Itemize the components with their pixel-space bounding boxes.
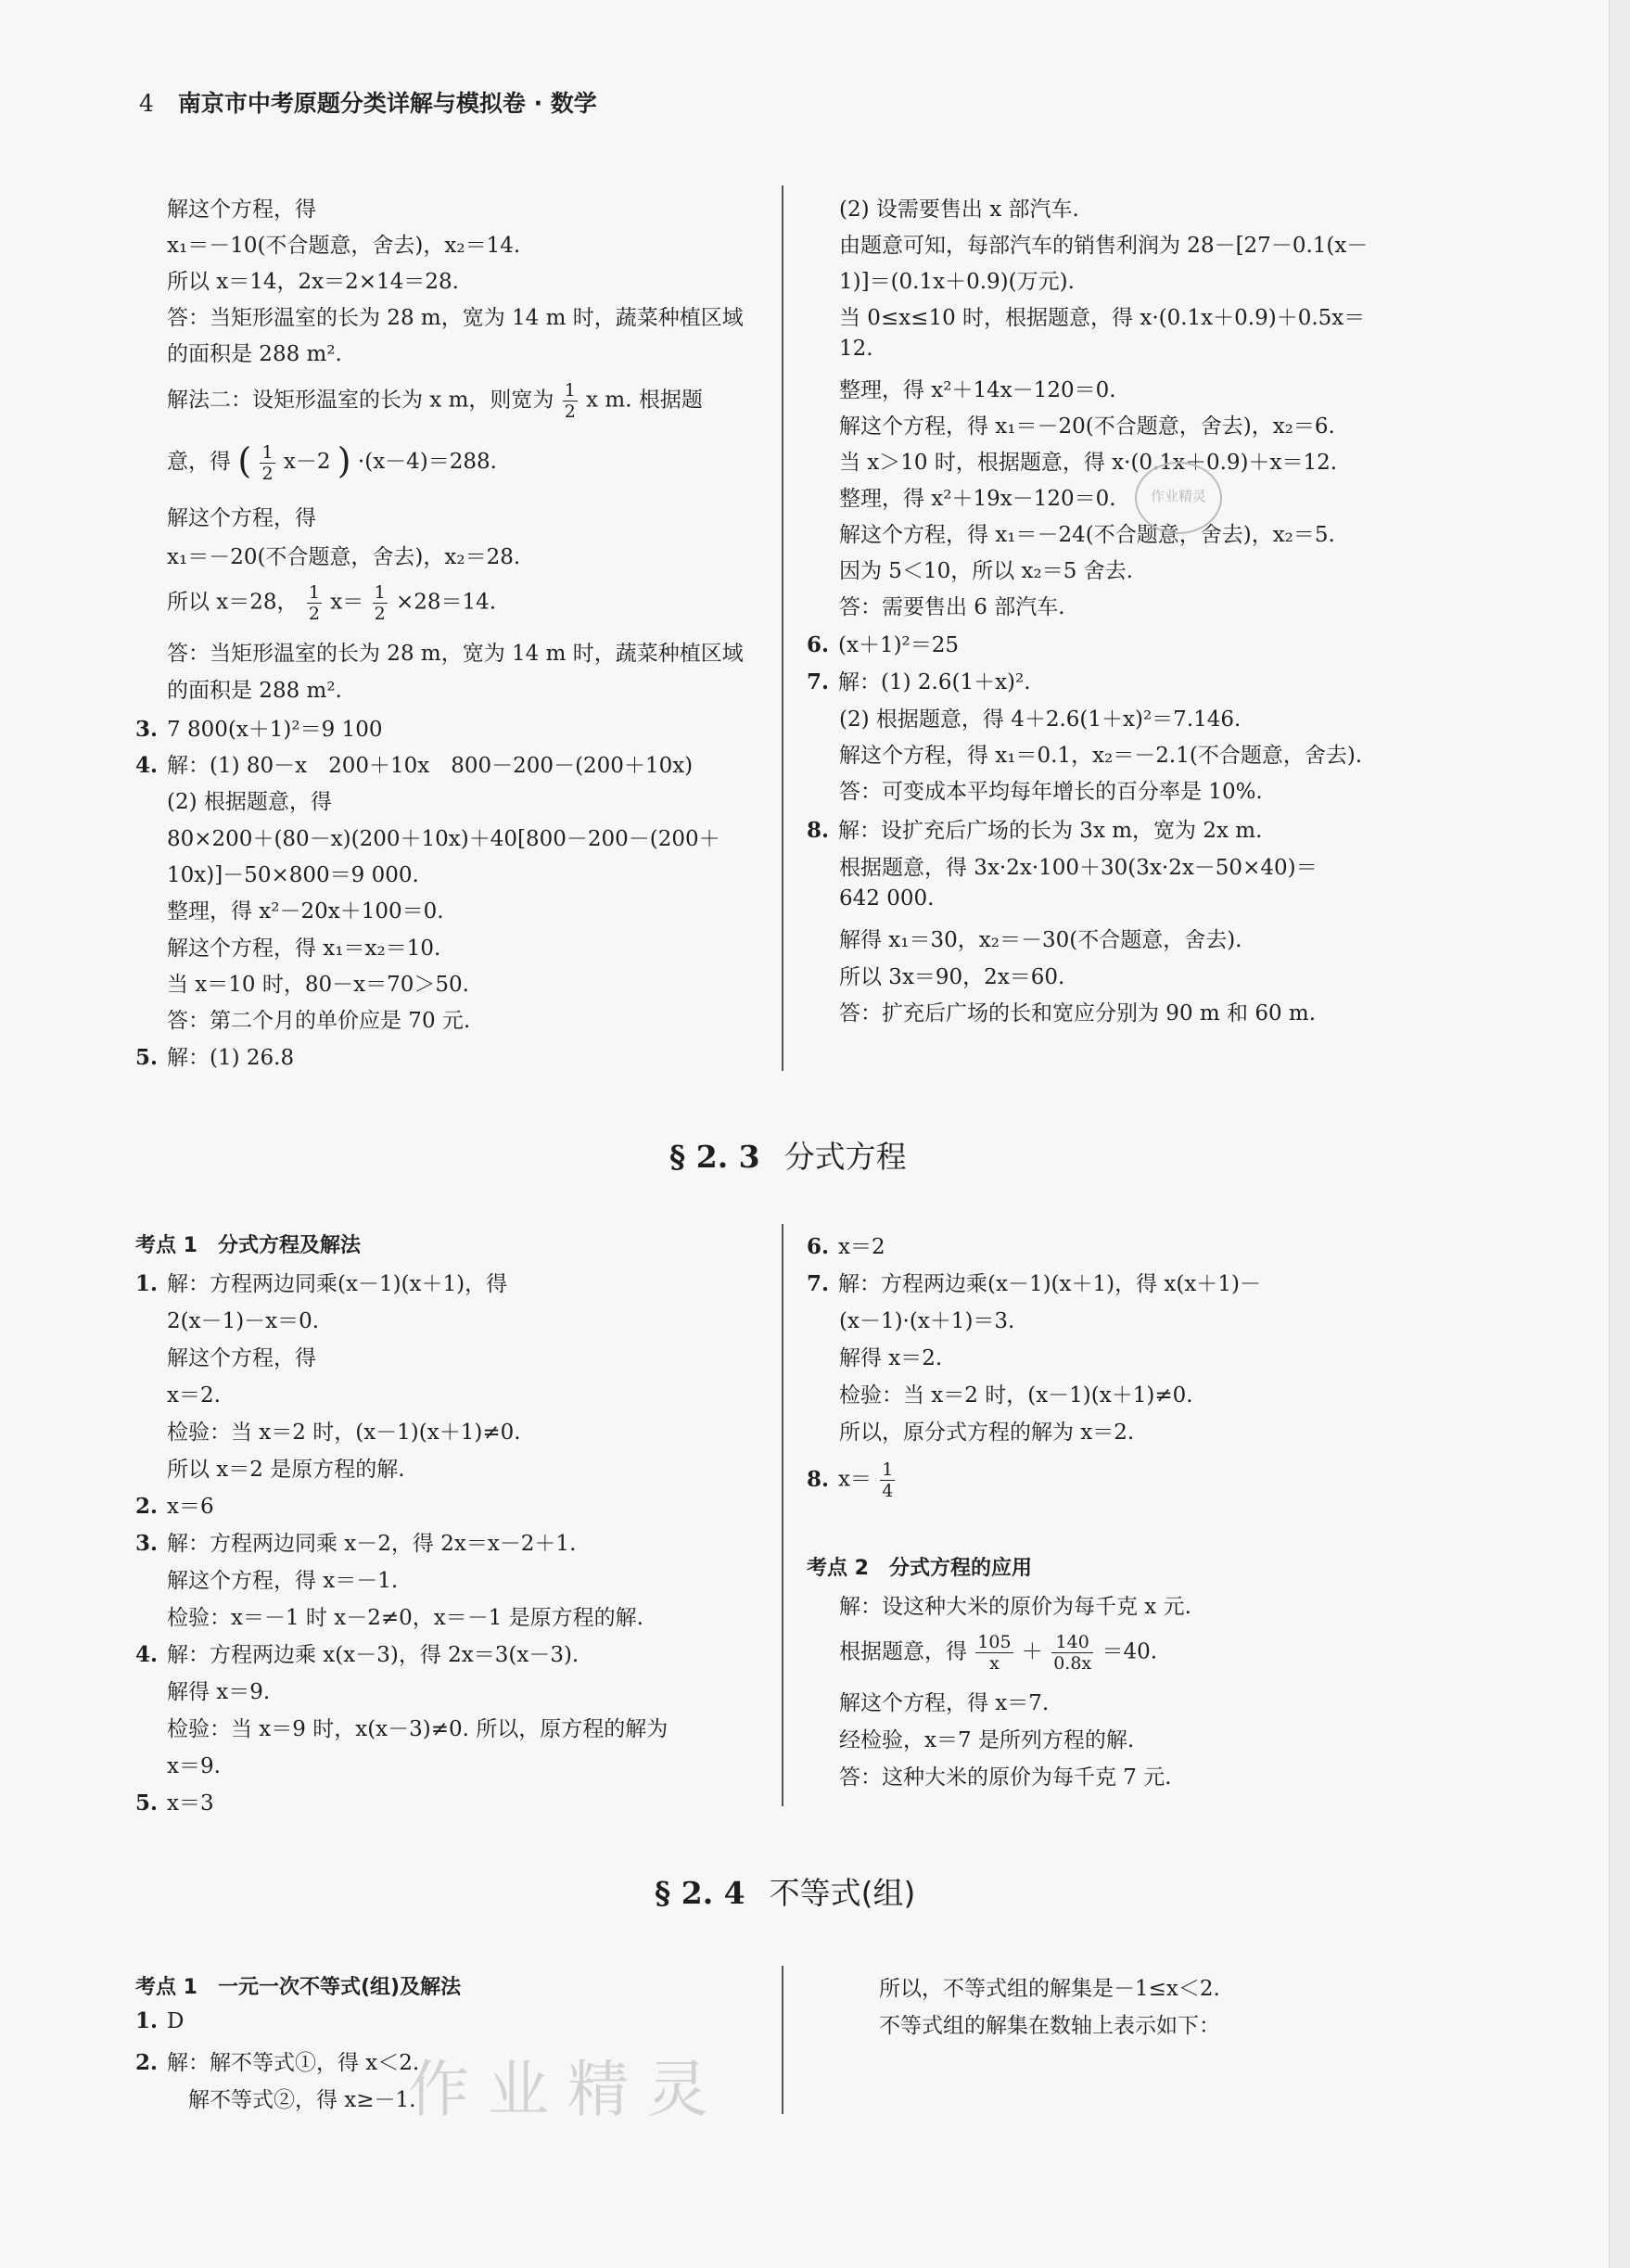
fraction: $\frac{105}{x}$ bbox=[977, 1632, 1012, 1674]
page-edge bbox=[1609, 0, 1630, 2268]
list-item: 8. x＝ $\frac{1}{4}$ bbox=[807, 1459, 894, 1501]
text-line: (2) 根据题意，得 4＋2.6(1＋x)²＝7.146. bbox=[839, 707, 1242, 732]
denominator: 2 bbox=[308, 604, 320, 624]
text-line: 解这个方程，得 x₁＝x₂＝10. bbox=[167, 937, 441, 961]
text-line: 答：当矩形温室的长为 28 m，宽为 14 m 时，蔬菜种植区域 bbox=[167, 306, 744, 330]
kaodian-1-heading: 考点 1 分式方程及解法 bbox=[135, 1234, 361, 1257]
item-3: 3. 7 800(x＋1)²＝9 100 bbox=[135, 717, 383, 742]
list-item: 解不等式②，得 x≥－1. bbox=[167, 2088, 416, 2112]
fraction: $\frac{1}{4}$ bbox=[882, 1459, 894, 1501]
denominator: 2 bbox=[261, 463, 274, 484]
numerator: 1 bbox=[564, 380, 576, 401]
text-line: x₁＝－20(不合题意，舍去)，x₂＝28. bbox=[167, 545, 521, 569]
list-item: 检验：当 x＝2 时，(x－1)(x＋1)≠0. bbox=[167, 1421, 521, 1445]
list-item: 2(x－1)－x＝0. bbox=[167, 1309, 320, 1333]
text-span: ·(x－4)＝288. bbox=[357, 450, 497, 474]
method2-line bbox=[167, 582, 496, 624]
text-line: 答：需要售出 6 部汽车. bbox=[839, 595, 1065, 619]
list-item: (x－1)·(x＋1)＝3. bbox=[839, 1309, 1015, 1333]
text-line: 答：当矩形温室的长为 28 m，宽为 14 m 时，蔬菜种植区域 bbox=[167, 642, 744, 666]
text-line: 解得 x₁＝30，x₂＝－30(不合题意，舍去). bbox=[839, 928, 1242, 952]
text-line: 80×200＋(80－x)(200＋10x)＋40[800－200－(200＋ bbox=[167, 827, 720, 851]
text-span: 意，得 bbox=[167, 450, 231, 474]
text-line: 所以 3x＝90，2x＝60. bbox=[839, 965, 1065, 989]
text-line: 1)]＝(0.1x＋0.9)(万元). bbox=[839, 270, 1075, 294]
page-header bbox=[139, 85, 597, 119]
list-item: x＝9. bbox=[167, 1754, 221, 1778]
text-line: 解这个方程，得 x＝7. bbox=[839, 1691, 1050, 1715]
list-item: 4. 解：方程两边乘 x(x－3)，得 2x＝3(x－3). bbox=[135, 1642, 579, 1667]
kaodian-2-heading: 考点 2 分式方程的应用 bbox=[807, 1557, 1032, 1580]
list-item: 2. 解：解不等式①，得 x＜2. bbox=[135, 2050, 420, 2075]
method2-line: 意，得 ( $\frac{1}{2}$ x－2 ) ·(x－4)＝288. bbox=[167, 440, 497, 484]
list-item: 解这个方程，得 x＝－1. bbox=[167, 1569, 399, 1593]
text-span: x＝ bbox=[330, 590, 364, 615]
text-line: 解：设这种大米的原价为每千克 x 元. bbox=[839, 1595, 1191, 1619]
list-item: 2. x＝6 bbox=[135, 1494, 214, 1519]
list-item: 3. 解：方程两边同乘 x－2，得 2x＝x－2＋1. bbox=[135, 1531, 577, 1556]
list-item: 检验：当 x＝9 时，x(x－3)≠0. 所以，原方程的解为 bbox=[167, 1717, 669, 1741]
list-item: 解得 x＝2. bbox=[839, 1346, 943, 1370]
fraction-half bbox=[260, 442, 274, 484]
list-item: 解这个方程，得 bbox=[167, 1346, 316, 1370]
text-line: 因为 5＜10，所以 x₂＝5 舍去. bbox=[839, 559, 1133, 583]
text-line: 10x)]－50×800＝9 000. bbox=[167, 863, 419, 887]
list-item: 所以，原分式方程的解为 x＝2. bbox=[839, 1421, 1135, 1445]
text-line: x₁＝－10(不合题意，舍去)，x₂＝14. bbox=[167, 234, 521, 258]
text-line: 解这个方程，得 x₁＝0.1，x₂＝－2.1(不合题意，舍去). bbox=[839, 744, 1363, 768]
stamp-mark: 作业精灵 bbox=[1135, 462, 1222, 534]
item-6: 6. (x＋1)²＝25 bbox=[807, 632, 960, 657]
text-line: 答：这种大米的原价为每千克 7 元. bbox=[839, 1765, 1172, 1790]
watermark: 作业精灵 bbox=[408, 2054, 727, 2125]
text-line: 642 000. bbox=[839, 886, 935, 911]
list-item: 所以 x＝2 是原方程的解. bbox=[167, 1458, 405, 1482]
column-divider bbox=[782, 185, 783, 1071]
denominator: 2 bbox=[564, 401, 576, 422]
text-span: ×28＝14. bbox=[395, 590, 497, 615]
fraction: $\frac{140}{0.8x}$ bbox=[1053, 1632, 1092, 1674]
text-line: 不等式组的解集在数轴上表示如下： bbox=[879, 2014, 1220, 2038]
column-divider bbox=[782, 1966, 783, 2114]
numerator: 1 bbox=[374, 582, 386, 603]
text-line: 的面积是 288 m². bbox=[167, 342, 342, 366]
text-span: x－2 bbox=[283, 450, 331, 474]
text-line: 的面积是 288 m². bbox=[167, 679, 342, 703]
method2-line bbox=[167, 380, 703, 422]
list-item: 7. 解：方程两边乘(x－1)(x＋1)，得 x(x＋1)－ bbox=[807, 1271, 1261, 1296]
text-line: 当 x＝10 时，80－x＝70＞50. bbox=[167, 973, 469, 997]
equation-line: 根据题意，得 $\frac{105}{x}$ ＋ $\frac{140}{0.8x}$ ＝40. bbox=[839, 1632, 1158, 1674]
text-line: 整理，得 x²－20x＋100＝0. bbox=[167, 899, 444, 924]
text-line: 经检验，x＝7 是所列方程的解. bbox=[839, 1728, 1135, 1752]
list-item: 5. x＝3 bbox=[135, 1790, 214, 1816]
text-line: 解这个方程，得 bbox=[167, 506, 316, 530]
text-line: 整理，得 x²＋14x－120＝0. bbox=[839, 378, 1116, 402]
section-title-2-3: § 2. 3 分式方程 bbox=[669, 1139, 907, 1175]
text-line: 答：第二个月的单价应是 70 元. bbox=[167, 1009, 471, 1033]
item-4: 4. 解：(1) 80－x 200＋10x 800－200－(200＋10x) bbox=[135, 753, 694, 778]
text-line: 12. bbox=[839, 337, 873, 361]
text-span: 解法二：设矩形温室的长为 x m，则宽为 bbox=[167, 388, 554, 413]
list-item: 解得 x＝9. bbox=[167, 1680, 271, 1704]
list-item: 1. D bbox=[135, 2008, 185, 2033]
denominator: 2 bbox=[374, 604, 386, 624]
book-title: 南京市中考原题分类详解与模拟卷 · 数学 bbox=[177, 90, 597, 117]
numerator: 1 bbox=[261, 441, 274, 463]
text-line: 所以，不等式组的解集是－1≤x＜2. bbox=[879, 1977, 1220, 2001]
text-line: 由题意可知，每部汽车的销售利润为 28－[27－0.1(x－ bbox=[839, 234, 1369, 258]
text-line: (2) 设需要售出 x 部汽车. bbox=[839, 197, 1079, 222]
kaodian-1-heading: 考点 1 一元一次不等式(组)及解法 bbox=[135, 1976, 462, 1999]
numerator: 1 bbox=[308, 582, 320, 603]
section-title-2-4: § 2. 4 不等式(组) bbox=[655, 1875, 916, 1911]
list-item: 1. 解：方程两边同乘(x－1)(x＋1)，得 bbox=[135, 1271, 508, 1296]
item-7: 7. 解：(1) 2.6(1＋x)². bbox=[807, 669, 1031, 694]
text-line: 解这个方程，得 bbox=[167, 197, 316, 222]
list-item: 检验：当 x＝2 时，(x－1)(x＋1)≠0. bbox=[839, 1383, 1193, 1408]
text-line: 根据题意，得 3x·2x·100＋30(3x·2x－50×40)＝ bbox=[839, 856, 1318, 880]
fraction-half bbox=[563, 380, 578, 422]
text-line: 解这个方程，得 x₁＝－20(不合题意，舍去)，x₂＝6. bbox=[839, 414, 1335, 439]
text-line: 答：可变成本平均每年增长的百分率是 10%. bbox=[839, 780, 1263, 804]
text-line: 整理，得 x²＋19x－120＝0. bbox=[839, 487, 1116, 511]
list-item: 检验：x＝－1 时 x－2≠0，x＝－1 是原方程的解. bbox=[167, 1606, 643, 1630]
item-5: 5. 解：(1) 26.8 bbox=[135, 1045, 295, 1070]
list-item: x＝2. bbox=[167, 1383, 221, 1408]
list-item: 6. x＝2 bbox=[807, 1234, 885, 1259]
text-line: 当 0≤x≤10 时，根据题意，得 x·(0.1x＋0.9)＋0.5x＝ bbox=[839, 306, 1366, 330]
text-span: 所以 x＝28， bbox=[167, 590, 299, 615]
fraction-half bbox=[307, 582, 322, 624]
text-line: 当 x＞10 时，根据题意，得 x·(0.1x＋0.9)＋x＝12. bbox=[839, 451, 1338, 475]
item-8: 8. 解：设扩充后广场的长为 3x m，宽为 2x m. bbox=[807, 818, 1263, 843]
page-number: 4 bbox=[139, 90, 154, 117]
fraction-half bbox=[373, 582, 388, 624]
text-line: (2) 根据题意，得 bbox=[167, 790, 332, 814]
column-divider bbox=[782, 1224, 783, 1806]
text-line: 所以 x＝14，2x＝2×14＝28. bbox=[167, 270, 459, 294]
text-line: 答：扩充后广场的长和宽应分别为 90 m 和 60 m. bbox=[839, 1001, 1317, 1026]
text-line: 解这个方程，得 x₁＝－24(不合题意，舍去)，x₂＝5. bbox=[839, 523, 1335, 547]
text-span: x m. 根据题 bbox=[586, 388, 703, 413]
